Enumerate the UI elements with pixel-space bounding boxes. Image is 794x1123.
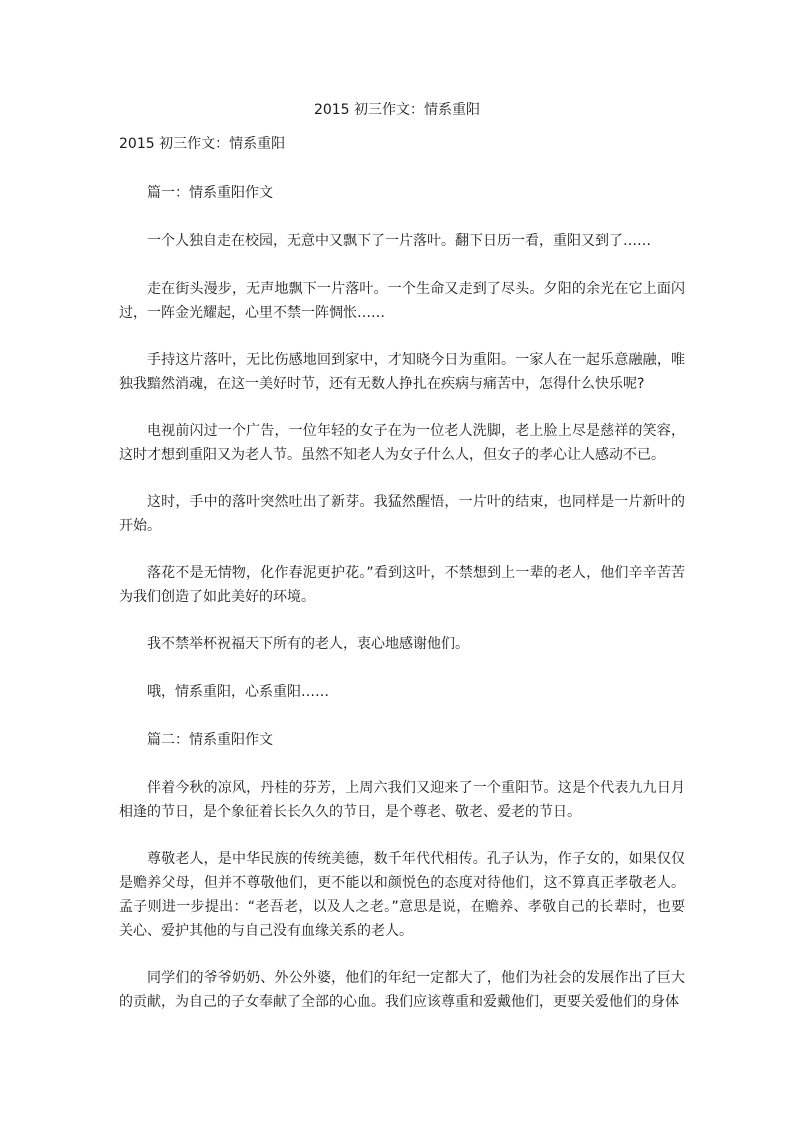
paragraph: 伴着今秋的凉风，丹桂的芬芳，上周六我们又迎来了一个重阳节。这是个代表九九日月相逢的节日，是个象征着长长久久的节日，是个尊老、敬老、爱老的节日。 — [119, 780, 685, 820]
paragraph: 这时，手中的落叶突然吐出了新芽。我猛然醒悟，一片叶的结束，也同样是一片新叶的开始。 — [119, 494, 685, 534]
document-title: 2015 初三作文：情系重阳 — [313, 102, 481, 118]
paragraph: 一个人独自走在校园，无意中又飘下了一片落叶。翻下日历一看，重阳又到了…… — [147, 233, 651, 249]
section-heading: 篇一：情系重阳作文 — [147, 185, 273, 201]
paragraph: 我不禁举杯祝福天下所有的老人，衷心地感谢他们。 — [147, 636, 469, 652]
section-heading: 篇二：情系重阳作文 — [147, 732, 273, 748]
paragraph: 尊敬老人，是中华民族的传统美德，数千年代代相传。孔子认为，作子女的，如果仅仅是赡养父母，但并不尊敬他们，更不能以和颜悦色的态度对待他们，这不算真正孝敬老人。孟子则进一步提出：“老吾老，以及人之老。”意思是说，在赡养、孝敬自己的长辈时，也要关心、爱护其他的与自己没有血缘关系的老人。 — [119, 851, 685, 939]
document-body — [119, 181, 685, 1037]
paragraph: 哦，情系重阳，心系重阳…… — [147, 684, 329, 700]
paragraph: 手持这片落叶，无比伤感地回到家中，才知晓今日为重阳。一家人在一起乐意融融，唯独我黯然消魂，在这一美好时节，还有无数人挣扎在疾病与痛苦中，怎得什么快乐呢? — [119, 352, 685, 392]
document-subtitle: 2015 初三作文：情系重阳 — [119, 136, 286, 152]
paragraph: 走在街头漫步，无声地飘下一片落叶。一个生命又走到了尽头。夕阳的余光在它上面闪过，一阵金光耀起，心里不禁一阵惆怅…… — [119, 281, 685, 321]
paragraph: 落花不是无情物，化作春泥更护花。”看到这叶，不禁想到上一辈的老人，他们辛辛苦苦为我们创造了如此美好的环境。 — [119, 565, 685, 605]
paragraph: 同学们的爷爷奶奶、外公外婆，他们的年纪一定都大了，他们为社会的发展作出了巨大的贡献，为自己的子女奉献了全部的心血。我们应该尊重和爱戴他们，更要关爱他们的身体 — [119, 970, 685, 1010]
paragraph: 电视前闪过一个广告，一位年轻的女子在为一位老人洗脚，老上脸上尽是慈祥的笑容，这时才想到重阳又为老人节。虽然不知老人为女子什么人，但女子的孝心让人感动不已。 — [119, 423, 685, 463]
